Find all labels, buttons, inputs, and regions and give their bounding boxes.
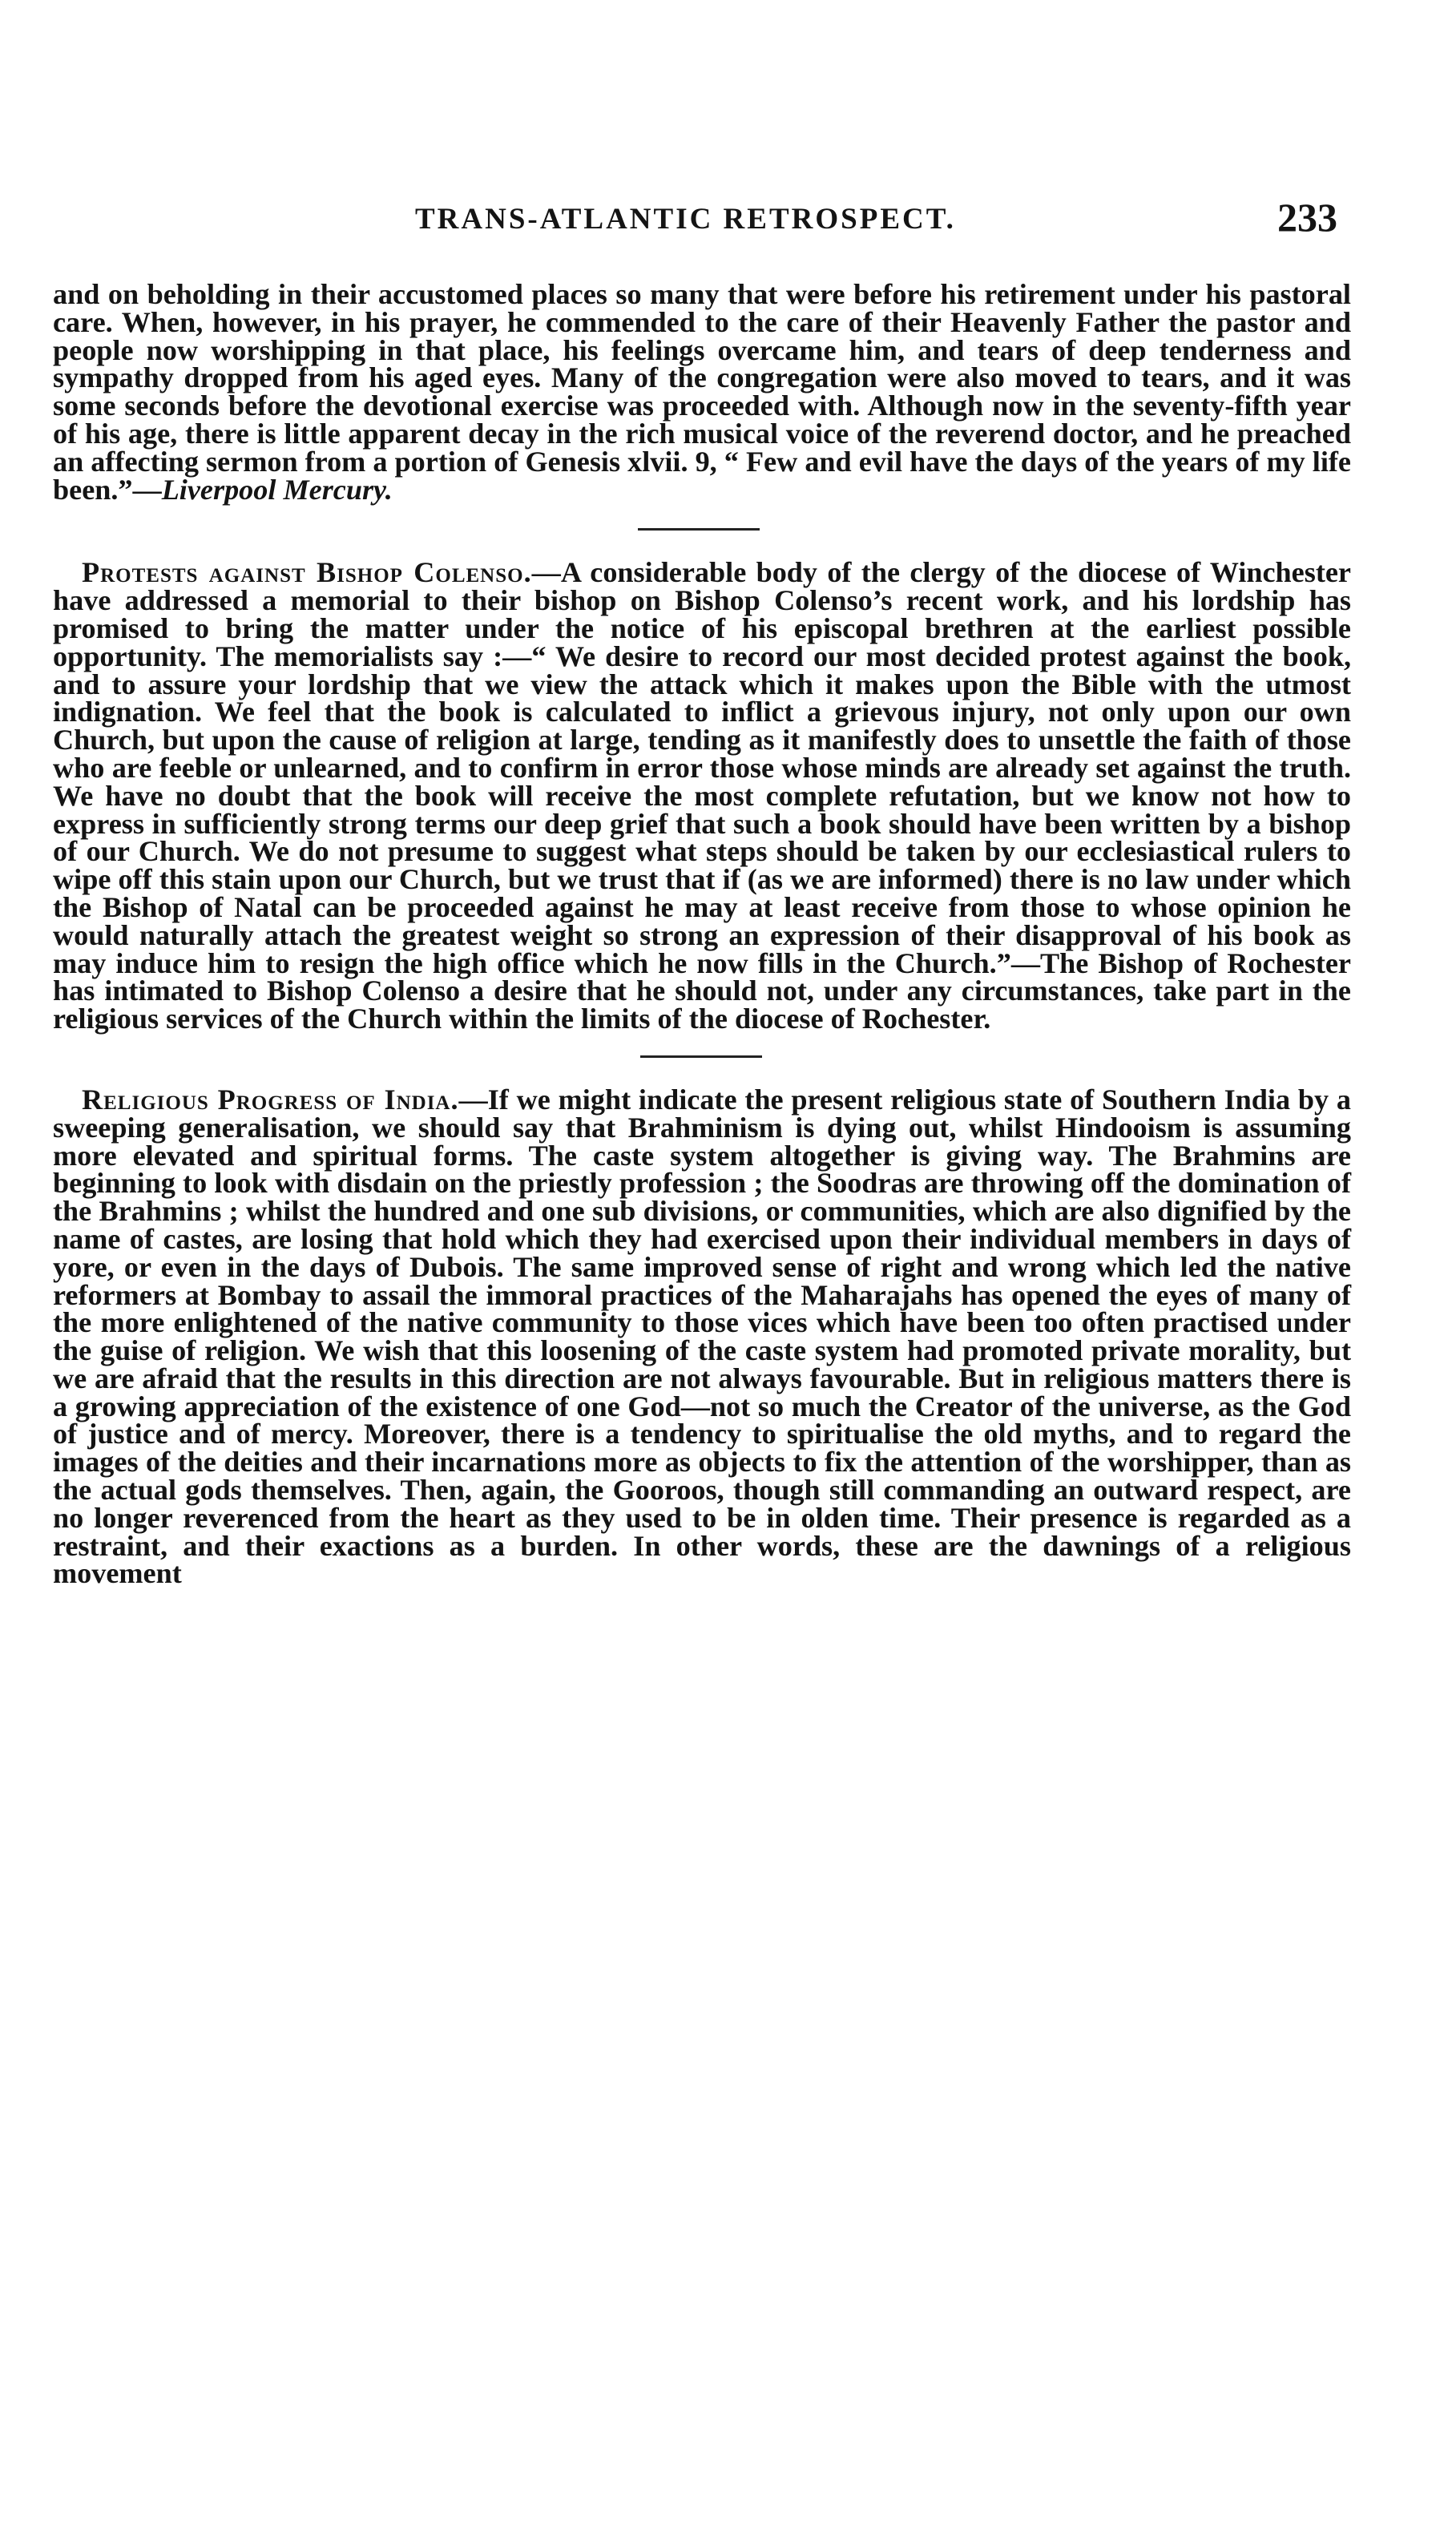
article-heading: Protests against Bishop Colenso.: [82, 556, 532, 589]
article-liverpool-mercury: [53, 278, 1351, 506]
source-citation: Liverpool Mercury.: [161, 473, 393, 506]
section-divider: [640, 1055, 762, 1058]
article-body: —If we might indicate the present religious state of Southern India by a sweeping generalisation, we should say that Brahminism is dying out, whilst Hindooism is assuming more elevated and spiritual forms. The caste system altogether is giving way. The Brahmins are beginning to look with disdain on the priestly profession ; the Soodras are throwing off the domination of the Brahmins ; whilst the hundred and one sub divisions, or communities, which are also dignified by the name of castes, are losing that hold which they had exercised upon their individual members in days of yore, or even in the days of Dubois. The same improved sense of right and wrong which led the native reformers at Bombay to assail the immoral practices of the Maharajahs has opened the eyes of many of the more enlightened of the native community to those vices which have been too often practised under the guise of religion. We wish that this loosening of the caste system had promoted private morality, but we are afraid that the results in this direction are not always favourable. But in religious matters there is a growing appreciation of the existence of one God—not so much the Creator of the universe, as the God of justice and of mercy. Moreover, there is a tendency to spiritualise the old myths, and to regard the images of the deities and their incarnations more as objects to fix the attention of the worshipper, than as the actual gods themselves. Then, again, the Gooroos, though still commanding an outward respect, are no longer reverenced from the heart as they used to be in olden time. Their presence is regarded as a restraint, and their exactions as a burden. In other words, these are the dawnings of a religious movement: [53, 1083, 1351, 1590]
article-body: and on beholding in their accustomed places so many that were before his retirement under his pastoral care. When, however, in his prayer, he commended to the care of their Heavenly Father the pastor and people now worshipping in that place, his feelings overcame him, and tears of deep tenderness and sympathy dropped from his aged eyes. Many of the congregation were also moved to tears, and it was some seconds before the devotional exercise was proceeded with. Although now in the seventy-fifth year of his age, there is little apparent decay in the rich musical voice of the reverend doctor, and he preached an affecting sermon from a portion of Genesis xlvii. 9, “ Few and evil have the days of the years of my life been.”—: [53, 278, 1351, 506]
article-protests-against-bishop-colenso: [53, 556, 1351, 1035]
article-heading: Religious Progress of India.: [82, 1083, 459, 1116]
page-body: [53, 280, 1351, 1588]
section-divider: [638, 528, 760, 531]
running-head: [0, 195, 1456, 250]
running-title: TRANS-ATLANTIC RETROSPECT.: [415, 203, 956, 236]
article-religious-progress-of-india: [53, 1083, 1351, 1590]
article-body: —A considerable body of the clergy of the diocese of Winchester have addressed a memorial to their bishop on Bishop Colenso’s recent work, and his lordship has promised to bring the matter under the notice of his episcopal brethren at the earliest possible opportunity. The memorialists say :—“ We desire to record our most decided protest against the book, and to assure your lordship that we view the attack which it makes upon the Bible with the utmost indignation. We feel that the book is calculated to inflict a grievous injury, not only upon our own Church, but upon the cause of religion at large, tending as it manifestly does to unsettle the faith of those who are feeble or unlearned, and to confirm in error those whose minds are already set against the truth. We have no doubt that the book will receive the most complete refutation, but we know not how to express in sufficiently strong terms our deep grief that such a book should have been written by a bishop of our Church. We do not presume to suggest what steps should be taken by our ecclesiastical rulers to wipe off this stain upon our Church, but we trust that if (as we are informed) there is no law under which the Bishop of Natal can be proceeded against he may at least receive from those to whose opinion he would naturally attach the greatest weight so strong an expression of their disapproval of his book as may induce him to resign the high office which he now fills in the Church.”—The Bishop of Rochester has intimated to Bishop Colenso a desire that he should not, under any circumstances, take part in the religious services of the Church within the limits of the diocese of Rochester.: [53, 556, 1351, 1035]
page-number: 233: [1277, 195, 1337, 240]
